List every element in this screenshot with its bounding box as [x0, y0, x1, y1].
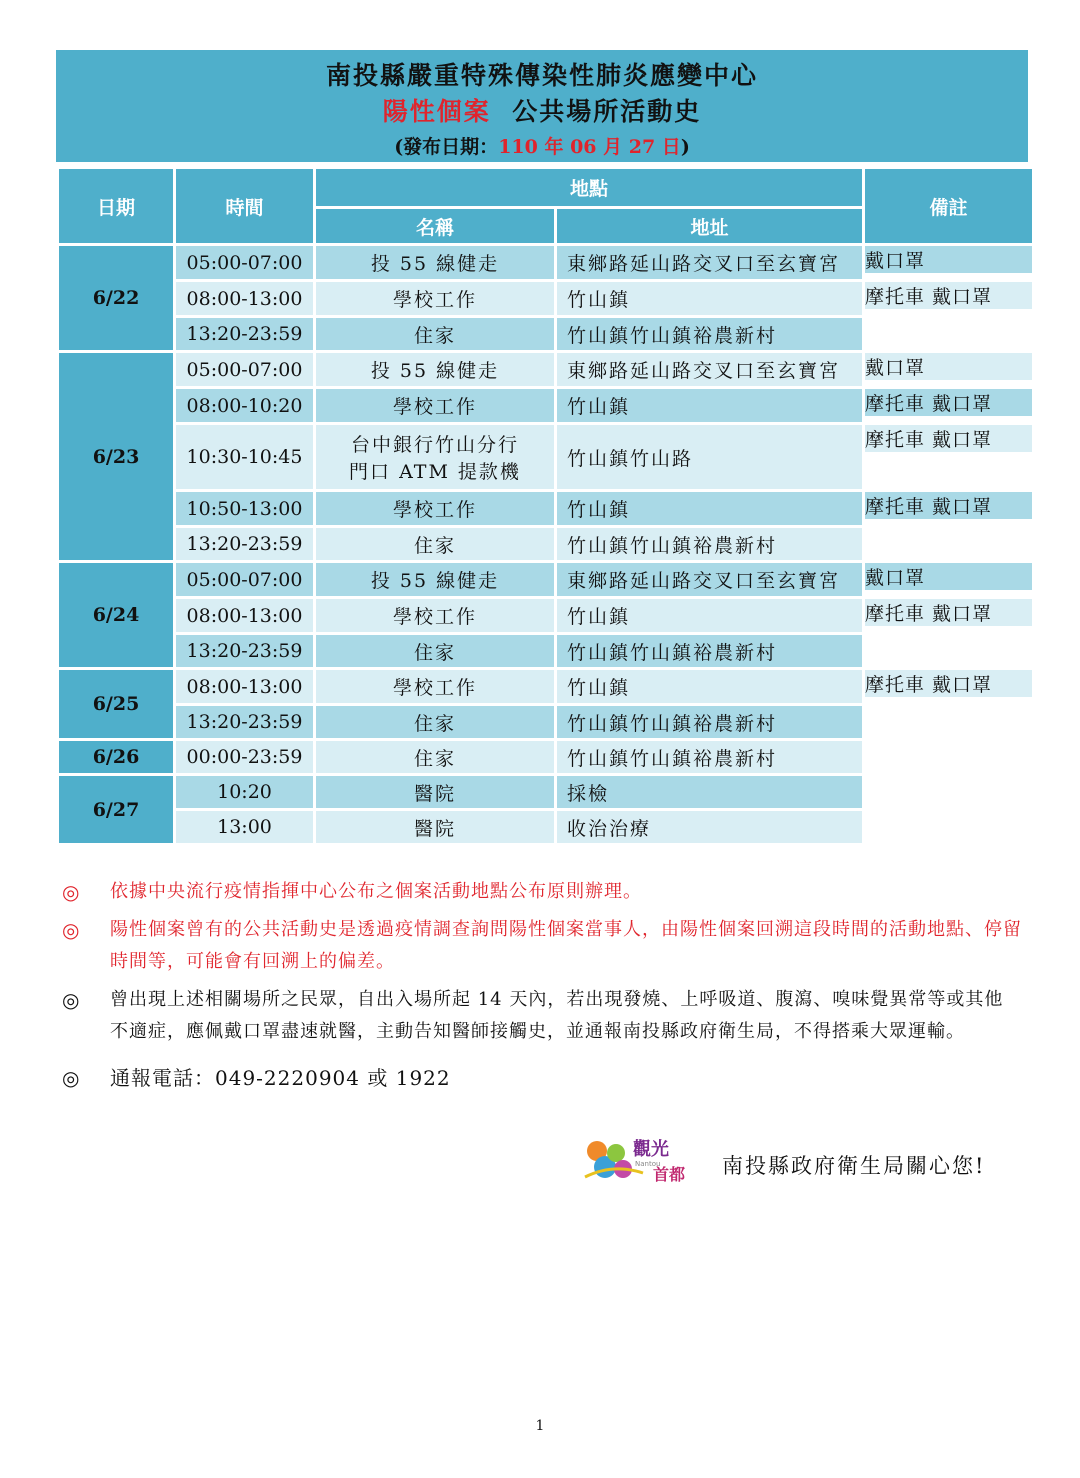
date-cell: 6/25: [59, 670, 173, 738]
table-row: [59, 246, 1032, 279]
remark-cell: 摩托車 戴口罩: [865, 389, 1032, 416]
name-cell: 投 55 線健走: [316, 246, 554, 279]
table-row: [59, 425, 1032, 489]
name-cell: 醫院: [316, 811, 554, 843]
name-cell: 投 55 線健走: [316, 563, 554, 596]
address-cell: 採檢: [557, 776, 862, 808]
name-cell: 住家: [316, 706, 554, 738]
name-cell: 學校工作: [316, 670, 554, 703]
address-cell: 竹山鎮竹山鎮裕農新村: [557, 528, 862, 560]
address-cell: 東鄉路延山路交叉口至玄寶宮: [557, 563, 862, 596]
table-row: [59, 563, 1032, 596]
subtitle-rest: 公共場所活動史: [512, 97, 702, 126]
svg-text:首都: 首都: [653, 1165, 686, 1183]
address-cell: 竹山鎮竹山路: [557, 425, 862, 489]
remark-cell: 摩托車 戴口罩: [865, 425, 1032, 452]
address-cell: 竹山鎮: [557, 670, 862, 703]
date-cell: 6/23: [59, 353, 173, 560]
time-cell: 13:20-23:59: [176, 318, 313, 350]
table-row: [59, 599, 1032, 632]
notes-section: [62, 876, 1022, 1100]
col-time: 時間: [176, 169, 313, 243]
name-cell: [316, 425, 554, 489]
col-remark: 備註: [865, 169, 1032, 243]
title-banner: [56, 50, 1028, 162]
time-cell: 05:00-07:00: [176, 353, 313, 386]
date-cell: 6/22: [59, 246, 173, 350]
address-cell: 收治治療: [557, 811, 862, 843]
table-row: [59, 635, 1032, 667]
subtitle: [56, 92, 1028, 128]
time-cell: 13:20-23:59: [176, 528, 313, 560]
name-cell: 住家: [316, 741, 554, 773]
time-cell: 08:00-13:00: [176, 670, 313, 703]
name-line: 台中銀行竹山分行: [350, 434, 519, 456]
time-cell: 08:00-13:00: [176, 599, 313, 632]
name-cell: 住家: [316, 318, 554, 350]
table-row: [59, 353, 1032, 386]
remark-cell: 摩托車 戴口罩: [865, 282, 1032, 309]
activity-table: [56, 166, 1035, 846]
address-cell: 東鄉路延山路交叉口至玄寶宮: [557, 246, 862, 279]
note-3: ◎ 曾出現上述相關場所之民眾，自出入場所起 14 天內，若出現發燒、上呼吸道、腹瀉、嗅味覺異常等或其他不適症，應佩戴口罩盡速就醫，主動告知醫師接觸史，並通報南投縣政府衛生局，不得搭乘大眾運輸。: [62, 988, 1004, 1042]
address-cell: 竹山鎮: [557, 282, 862, 315]
page-number: 1: [535, 1418, 545, 1434]
remark-cell: 戴口罩: [865, 246, 1032, 273]
time-cell: 10:20: [176, 776, 313, 808]
name-cell: 投 55 線健走: [316, 353, 554, 386]
time-cell: 13:00: [176, 811, 313, 843]
table-row: [59, 811, 1032, 843]
report-phone: ◎ 通報電話：049-2220904 或 1922: [62, 1066, 451, 1090]
time-cell: 05:00-07:00: [176, 246, 313, 279]
col-name: 名稱: [316, 209, 554, 243]
table-row: [59, 741, 1032, 773]
tourism-capital-logo: [583, 1133, 705, 1183]
col-location: 地點: [316, 169, 862, 206]
date-cell: 6/27: [59, 776, 173, 843]
table-row: [59, 706, 1032, 738]
col-date: 日期: [59, 169, 173, 243]
table-row: [59, 318, 1032, 350]
time-cell: 00:00-23:59: [176, 741, 313, 773]
col-address: 地址: [557, 209, 862, 243]
table-row: [59, 282, 1032, 315]
care-message: 南投縣政府衛生局關心您!: [722, 1154, 986, 1178]
table-row: [59, 528, 1032, 560]
time-cell: 10:50-13:00: [176, 492, 313, 525]
table-row: [59, 389, 1032, 422]
remark-cell: 摩托車 戴口罩: [865, 599, 1032, 626]
time-cell: 10:30-10:45: [176, 425, 313, 489]
svg-text:Nantou: Nantou: [635, 1160, 661, 1168]
remark-cell: 摩托車 戴口罩: [865, 670, 1032, 697]
remark-cell: 戴口罩: [865, 353, 1032, 380]
table-row: [59, 670, 1032, 703]
remark-cell: 戴口罩: [865, 563, 1032, 590]
date-cell: 6/24: [59, 563, 173, 667]
time-cell: 13:20-23:59: [176, 635, 313, 667]
time-cell: 13:20-23:59: [176, 706, 313, 738]
svg-text:觀光: 觀光: [633, 1139, 669, 1160]
time-cell: 08:00-10:20: [176, 389, 313, 422]
address-cell: 竹山鎮竹山鎮裕農新村: [557, 635, 862, 667]
center-title: 南投縣嚴重特殊傳染性肺炎應變中心: [325, 61, 758, 90]
address-cell: 竹山鎮: [557, 389, 862, 422]
name-cell: 學校工作: [316, 599, 554, 632]
time-cell: 05:00-07:00: [176, 563, 313, 596]
address-cell: 竹山鎮: [557, 599, 862, 632]
table-row: [59, 776, 1032, 808]
release-date-value: 110 年 06 月 27 日: [498, 136, 681, 158]
time-cell: 08:00-13:00: [176, 282, 313, 315]
address-cell: 竹山鎮竹山鎮裕農新村: [557, 318, 862, 350]
table-row: [59, 492, 1032, 525]
name-cell: 學校工作: [316, 492, 554, 525]
name-cell: 醫院: [316, 776, 554, 808]
note-2: ◎ 陽性個案曾有的公共活動史是透過疫情調查詢問陽性個案當事人，由陽性個案回溯這段時間的活動地點、停留時間等，可能會有回溯上的偏差。: [62, 918, 1022, 972]
date-cell: 6/26: [59, 741, 173, 773]
address-cell: 竹山鎮: [557, 492, 862, 525]
name-cell: 學校工作: [316, 389, 554, 422]
release-date: (發布日期：110 年 06 月 27 日): [394, 136, 690, 158]
address-cell: 東鄉路延山路交叉口至玄寶宮: [557, 353, 862, 386]
name-cell: 住家: [316, 528, 554, 560]
name-cell: 住家: [316, 635, 554, 667]
subtitle-red: 陽性個案: [382, 97, 491, 126]
name-cell: 學校工作: [316, 282, 554, 315]
note-1: ◎ 依據中央流行疫情指揮中心公布之個案活動地點公布原則辦理。: [62, 880, 642, 904]
address-cell: 竹山鎮竹山鎮裕農新村: [557, 706, 862, 738]
name-line: 門口 ATM 提款機: [349, 461, 521, 483]
address-cell: 竹山鎮竹山鎮裕農新村: [557, 741, 862, 773]
remark-cell: 摩托車 戴口罩: [865, 492, 1032, 519]
